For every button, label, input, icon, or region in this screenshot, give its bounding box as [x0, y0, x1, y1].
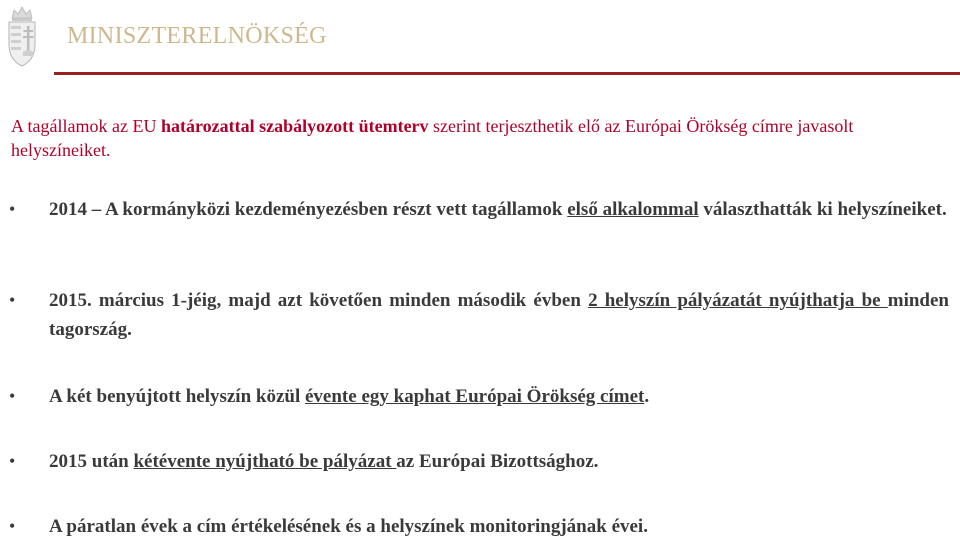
intro-text-bold: határozattal szabályozott ütemterv — [160, 116, 429, 136]
bullet-icon: • — [9, 199, 16, 219]
bullet-icon: • — [9, 516, 16, 536]
intro-text-1: A tagállamok az EU — [11, 116, 161, 136]
list-item — [9, 447, 949, 476]
bullet-icon: • — [9, 386, 16, 406]
list-item-text: 2014 – A kormányközi kezdeményezésben részt vett tagállamok első alkalommal választhatták ki helyszíneiket. — [49, 199, 947, 220]
header-divider — [54, 72, 960, 75]
list-item-text: 2015. március 1-jéig, majd azt követően minden második évben 2 helyszín pályázatát nyújthatja be minden tagország. — [49, 290, 949, 340]
list-item — [9, 512, 949, 541]
bullet-icon: • — [9, 451, 16, 471]
intro-text-2: szerint terjeszthetik elő az Európai Örökség címre javasolt helyszíneiket. — [11, 116, 854, 160]
list-item — [9, 195, 949, 224]
intro-paragraph — [11, 114, 946, 162]
list-item — [9, 382, 949, 411]
slide-header — [0, 0, 960, 80]
list-item-text: 2015 után kétévente nyújtható be pályázat az Európai Bizottsághoz. — [49, 451, 599, 472]
bullet-icon: • — [9, 290, 16, 310]
hungarian-coat-of-arms-icon — [4, 4, 40, 70]
list-item-text: A páratlan évek a cím értékelésének és a helyszínek monitoringjának évei. — [49, 516, 648, 537]
list-item-text: A két benyújtott helyszín közül évente egy kaphat Európai Örökség címet. — [49, 386, 650, 407]
ministry-title: MINISZTERELNÖKSÉG — [67, 23, 327, 49]
list-item — [9, 286, 949, 344]
